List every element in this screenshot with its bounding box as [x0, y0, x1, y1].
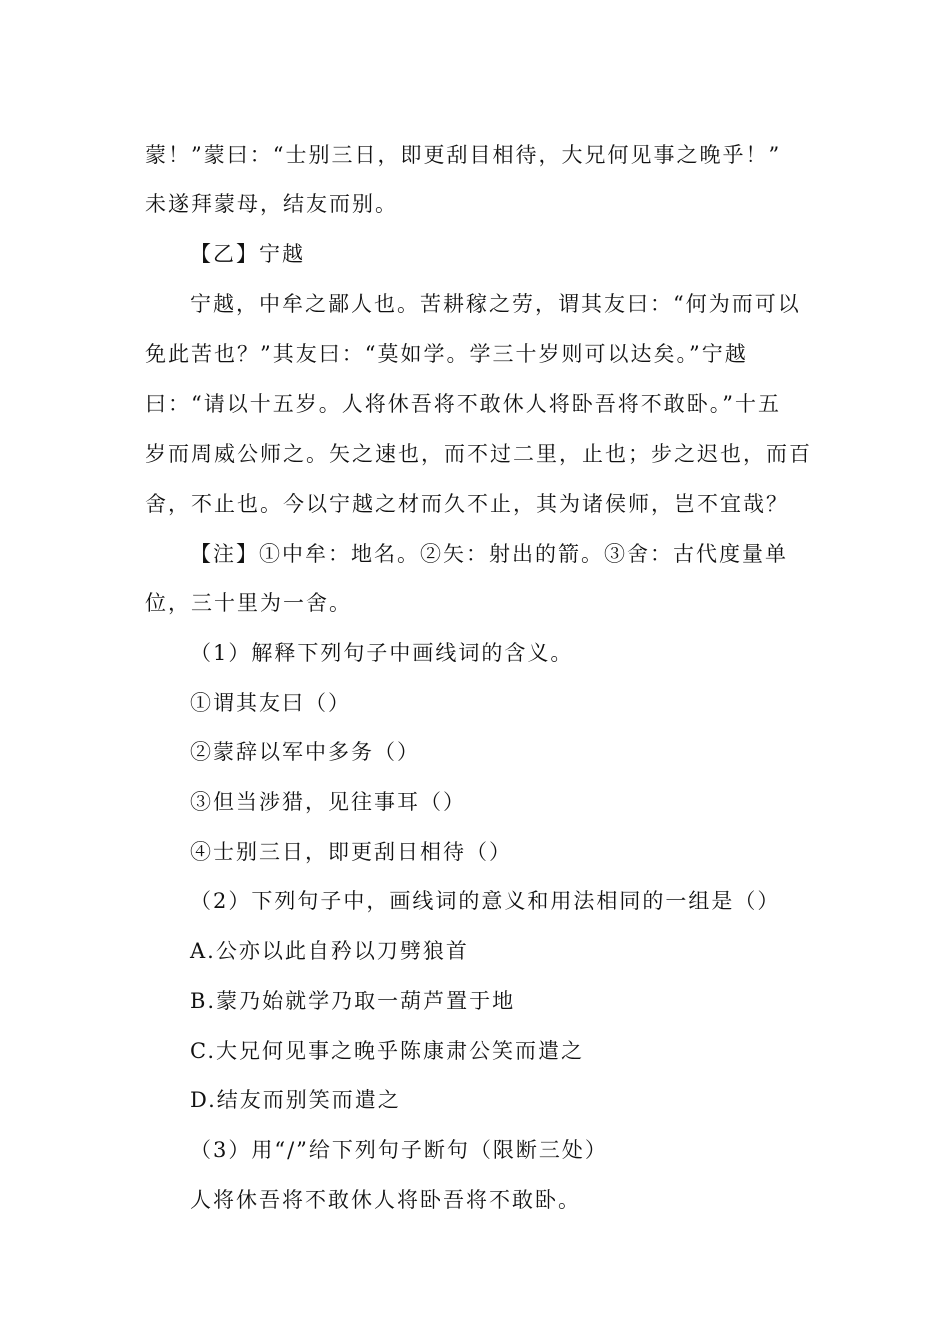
- question-1-item: ①谓其友曰（）: [190, 691, 351, 715]
- question-2-option-c: C.大兄何见事之晚乎陈康肃公笑而遣之: [190, 1039, 584, 1063]
- question-2-option-a: A.公亦以此自矜以刀劈狼首: [190, 939, 469, 963]
- question-1-item: ③但当涉猎，见往事耳（）: [190, 790, 466, 814]
- question-2-option-d: D.结友而别笑而遣之: [190, 1088, 401, 1112]
- question-3-prompt: （3）用“/”给下列句子断句（限断三处）: [190, 1138, 608, 1162]
- notes-line-2: 位，三十里为一舍。: [145, 591, 352, 615]
- question-1-item: ④士别三日，即更刮日相待（）: [190, 840, 512, 864]
- passage-b-line: 舍，不止也。今以宁越之材而久不止，其为诸侯师，岂不宜哉？: [145, 492, 789, 516]
- passage-b-line: 曰：“请以十五岁。人将休吾将不敢休人将卧吾将不敢卧。”十五: [145, 392, 781, 416]
- question-1-item: ②蒙辞以军中多务（）: [190, 740, 420, 764]
- question-3-sentence: 人将休吾将不敢休人将卧吾将不敢卧。: [190, 1188, 581, 1212]
- passage-b-line: 岁而周威公师之。矢之速也，而不过二里，止也；步之迟也，而百: [145, 442, 812, 466]
- passage-b-heading: 【乙】宁越: [190, 242, 305, 266]
- question-2-option-b: B.蒙乃始就学乃取一葫芦置于地: [190, 989, 516, 1013]
- passage-b-line: 免此苦也？”其友曰：“莫如学。学三十岁则可以达矣。”宁越: [145, 342, 748, 366]
- question-1-prompt: （1）解释下列句子中画线词的含义。: [190, 641, 574, 665]
- passage-a-line-1: 蒙！”蒙曰：“士别三日，即更刮目相待，大兄何见事之晚乎！”: [145, 143, 782, 167]
- notes-line-1: 【注】①中牟：地名。②矢：射出的箭。③舍：古代度量单: [190, 542, 788, 566]
- question-2-prompt: （2）下列句子中，画线词的意义和用法相同的一组是（）: [190, 889, 781, 913]
- passage-a-line-2: 未遂拜蒙母，结友而别。: [145, 192, 398, 216]
- passage-b-line: 宁越，中牟之鄙人也。苦耕稼之劳，谓其友曰：“何为而可以: [190, 292, 801, 316]
